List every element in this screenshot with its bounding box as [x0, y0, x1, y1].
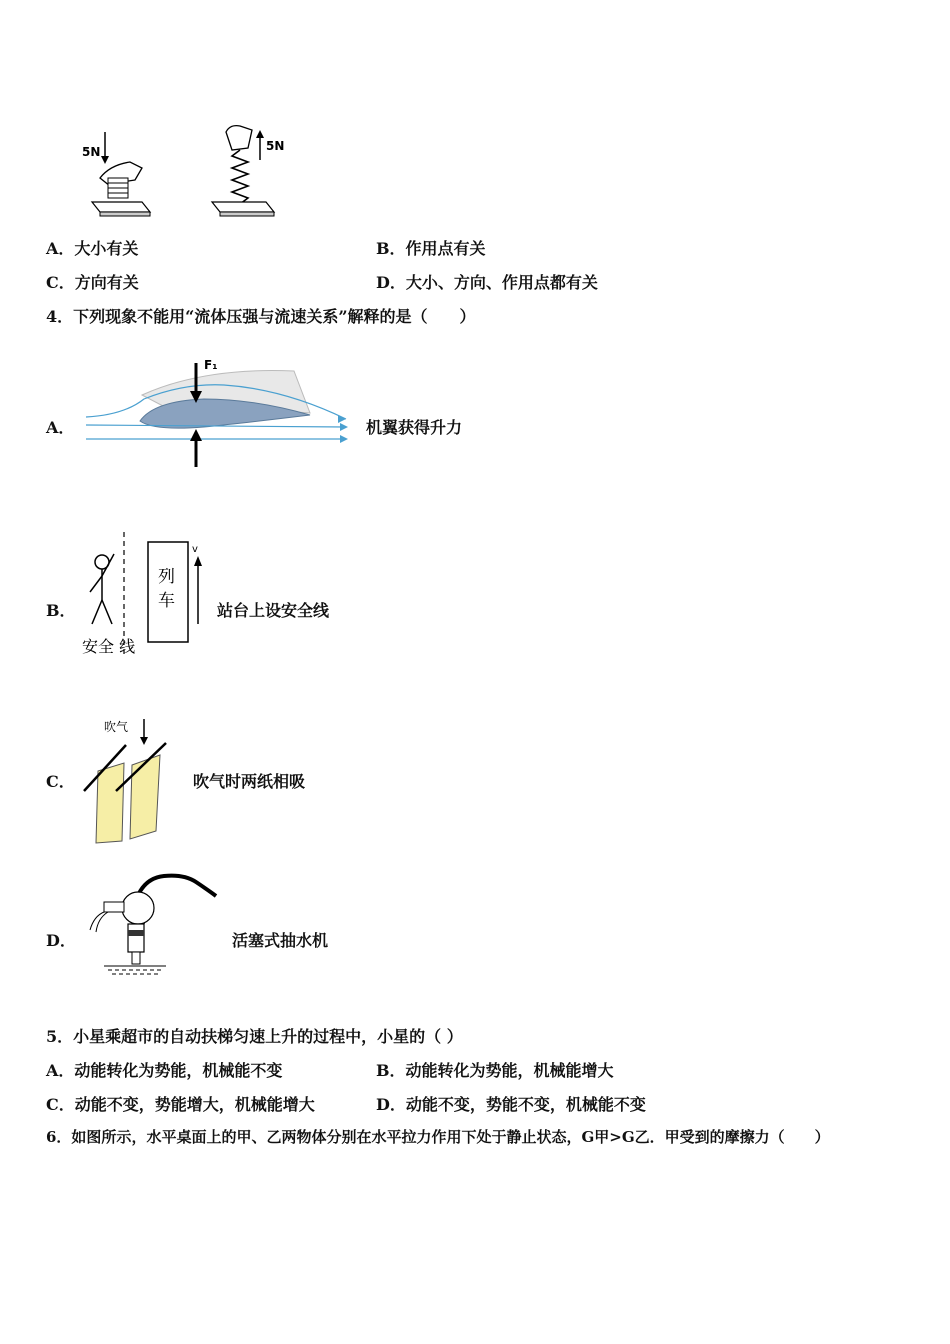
piston-pump-illustration [90, 876, 216, 974]
left-force-label: 5N [82, 145, 101, 159]
train-char-1: 列 [158, 567, 175, 587]
q4-d-label: 活塞式抽水机 [232, 931, 329, 950]
q4-b-label: 站台上设安全线 [217, 601, 330, 620]
blow-label: 吹气 [104, 720, 129, 734]
q4-a-figure [84, 355, 354, 470]
hand-pull-spring-illustration [212, 126, 284, 216]
q3-option-d: D．大小、方向、作用点都有关 [376, 273, 598, 292]
velocity-label: v [192, 544, 198, 555]
q4-c-letter: C． [46, 772, 75, 791]
q3-option-c: C．方向有关 [46, 273, 139, 292]
q5-stem: 5．小星乘超市的自动扶梯匀速上升的过程中，小星的（ ） [46, 1027, 463, 1046]
q4-b-figure [80, 528, 210, 660]
q3-option-a: A．大小有关 [46, 239, 139, 258]
q3-option-b: B．作用点有关 [376, 239, 486, 258]
q4-stem: 4．下列现象不能用“流体压强与流速关系”解释的是（ ） [46, 307, 476, 326]
force-f1-label: F₁ [204, 358, 218, 372]
train-char-2: 车 [158, 591, 175, 611]
q6-stem: 6．如图所示，水平桌面上的甲、乙两物体分别在水平拉力作用下处于静止状态，G甲>G乙．甲受到的摩擦力（ ） [46, 1128, 830, 1146]
airfoil-illustration [86, 358, 348, 467]
q5-option-c: C．动能不变，势能增大，机械能增大 [46, 1095, 315, 1114]
q4-c-label: 吹气时两纸相吸 [193, 772, 306, 791]
safety-line-label: 安全 线 [82, 637, 136, 656]
q4-a-letter: A． [46, 418, 75, 437]
stick-figure-illustration [90, 554, 114, 624]
q4-a-label: 机翼获得升力 [366, 418, 463, 437]
q4-d-letter: D． [46, 931, 76, 950]
q4-d-figure [84, 868, 224, 980]
q3-figure [80, 120, 300, 225]
q5-option-d: D．动能不变，势能不变，机械能不变 [376, 1095, 646, 1114]
right-force-label: 5N [266, 139, 285, 153]
hand-press-spring-illustration [82, 132, 150, 216]
q5-option-a: A．动能转化为势能，机械能不变 [46, 1061, 283, 1080]
right-paper [130, 755, 160, 839]
q4-b-letter: B． [46, 601, 76, 620]
q5-option-b: B．动能转化为势能，机械能增大 [376, 1061, 614, 1080]
q4-c-figure [78, 715, 178, 847]
